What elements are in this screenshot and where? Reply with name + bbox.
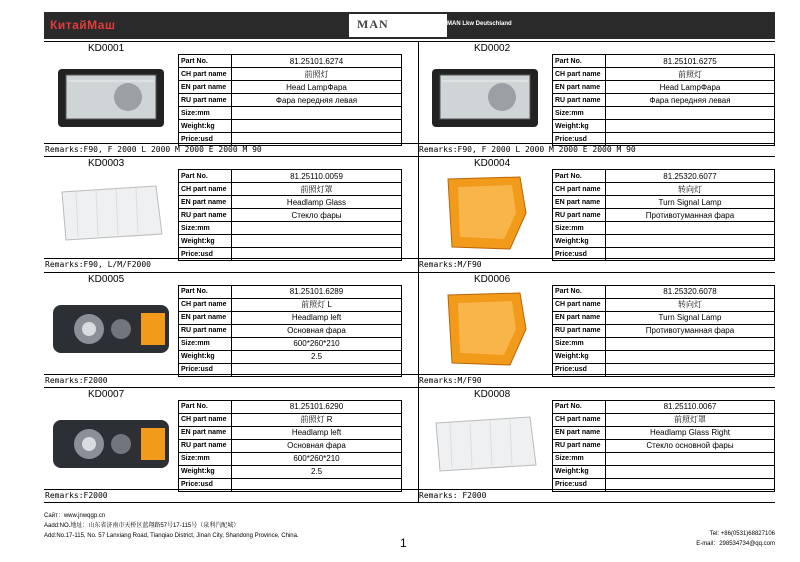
- spec-value-weight: [232, 120, 402, 133]
- spec-label: CH part name: [179, 413, 232, 426]
- part-remarks: Remarks:M/F90: [419, 260, 482, 270]
- spec-value-ru: Основная фара: [232, 324, 402, 337]
- spec-value-part-no: 81.25101.6275: [605, 55, 774, 68]
- spec-label: Size:mm: [179, 107, 232, 120]
- spec-value-en: Headlamp left: [232, 311, 402, 324]
- spec-label: EN part name: [553, 81, 606, 94]
- spec-label: Part No.: [553, 55, 606, 68]
- spec-value-en: Headlamp Glass: [232, 196, 402, 209]
- spec-label: EN part name: [553, 196, 606, 209]
- spec-label: Size:mm: [553, 337, 606, 350]
- header-subtitle: MAN Lkw Deutschland: [447, 21, 512, 27]
- spec-label: EN part name: [179, 311, 232, 324]
- spec-value-size: 600*260*210: [232, 452, 402, 465]
- spec-value-ch: 前照灯 R: [232, 413, 402, 426]
- part-remarks: Remarks:F2000: [45, 375, 108, 385]
- spec-label: Price:usd: [553, 248, 606, 261]
- spec-value-en: Headlamp Glass Right: [605, 426, 774, 439]
- part-remarks: Remarks: F2000: [419, 490, 487, 500]
- spec-table: [552, 169, 775, 261]
- spec-label: RU part name: [553, 439, 606, 452]
- part-code: KD0008: [474, 388, 511, 400]
- spec-value-ru: Основная фара: [232, 439, 402, 452]
- spec-table: [178, 285, 402, 377]
- part-card: [44, 156, 418, 272]
- spec-value-en: Turn Signal Lamp: [605, 196, 774, 209]
- part-remarks: Remarks:M/F90: [419, 375, 482, 385]
- footer-right: [668, 529, 775, 549]
- spec-label: Price:usd: [553, 133, 606, 146]
- man-logo-box: [349, 14, 447, 37]
- turn-signal-icon: [418, 169, 552, 257]
- spec-label: EN part name: [179, 426, 232, 439]
- part-code: KD0005: [88, 273, 125, 285]
- spec-label: Price:usd: [179, 363, 232, 376]
- spec-value-ru: Фара передняя левая: [605, 94, 774, 107]
- spec-value-ch: 前照灯 L: [232, 298, 402, 311]
- spec-value-ch: 前照灯罩: [605, 413, 774, 426]
- part-card: [418, 387, 775, 503]
- part-card: [418, 272, 775, 388]
- spec-table: [552, 400, 775, 492]
- footer-address-en: Add:No.17-115, No. 57 Lanxiang Road, Tianqiao District, Jinan City, Shandong Province, China.: [44, 533, 299, 539]
- spec-value-weight: 2.5: [232, 465, 402, 478]
- remarks-divider: [44, 258, 418, 259]
- spec-label: Size:mm: [179, 452, 232, 465]
- spec-label: EN part name: [179, 81, 232, 94]
- part-remarks: Remarks:F90, F 2000 L 2000 M 2000 E 2000 M 90: [45, 145, 262, 154]
- spec-value-size: 600*260*210: [232, 337, 402, 350]
- spec-label: RU part name: [179, 439, 232, 452]
- spec-label: Price:usd: [553, 363, 606, 376]
- footer-email: E-mail：298534734@qq.com: [696, 541, 775, 547]
- spec-value-weight: 2.5: [232, 350, 402, 363]
- spec-value-ru: Стекло фары: [232, 209, 402, 222]
- spec-label: RU part name: [553, 94, 606, 107]
- spec-value-size: [605, 107, 774, 120]
- spec-value-ru: Стекло основной фары: [605, 439, 774, 452]
- spec-table: [552, 54, 775, 146]
- spec-label: RU part name: [553, 209, 606, 222]
- spec-label: EN part name: [179, 196, 232, 209]
- spec-label: Part No.: [179, 285, 232, 298]
- spec-value-weight: [232, 235, 402, 248]
- spec-label: Price:usd: [179, 478, 232, 491]
- spec-value-size: [232, 107, 402, 120]
- spec-value-ch: 前照灯罩: [232, 183, 402, 196]
- page-number: 1: [400, 536, 407, 550]
- spec-value-ru: Фара передняя левая: [232, 94, 402, 107]
- part-code: KD0002: [474, 43, 511, 54]
- brand-logo: КитайМаш: [50, 18, 116, 32]
- headlamp-icon: [418, 54, 552, 142]
- footer-address-cn: Aadd:NO.地址：山东省济南市天桥区蓝翔路57号17-115号（泉利汽配城）: [44, 523, 240, 529]
- part-card: [44, 272, 418, 388]
- spec-label: CH part name: [179, 298, 232, 311]
- spec-value-ch: 转向灯: [605, 298, 774, 311]
- remarks-divider: [44, 489, 418, 490]
- spec-value-weight: [605, 465, 774, 478]
- spec-value-en: Head LampФара: [605, 81, 774, 94]
- spec-label: Weight:kg: [179, 120, 232, 133]
- spec-label: RU part name: [179, 324, 232, 337]
- spec-label: CH part name: [553, 298, 606, 311]
- spec-label: Part No.: [553, 170, 606, 183]
- man-logo: MAN: [357, 17, 389, 31]
- spec-label: Size:mm: [553, 222, 606, 235]
- turn-signal-icon: [418, 285, 552, 373]
- spec-value-weight: [605, 350, 774, 363]
- spec-label: Weight:kg: [179, 235, 232, 248]
- spec-value-ch: 前照灯: [605, 68, 774, 81]
- spec-value-part-no: 81.25320.6077: [605, 170, 774, 183]
- spec-label: RU part name: [179, 209, 232, 222]
- grid-bottom-border: [44, 502, 775, 503]
- remarks-divider: [418, 489, 775, 490]
- spec-value-part-no: 81.25110.0059: [232, 170, 402, 183]
- spec-value-part-no: 81.25101.6274: [232, 55, 402, 68]
- part-card: [418, 41, 775, 157]
- footer-left: [44, 511, 299, 541]
- footer-site: Сайт：www.jnwqgp.cn: [44, 513, 106, 519]
- spec-label: RU part name: [553, 324, 606, 337]
- column-divider: [418, 41, 419, 502]
- spec-label: Weight:kg: [179, 465, 232, 478]
- spec-label: Weight:kg: [179, 350, 232, 363]
- spec-label: CH part name: [553, 413, 606, 426]
- spec-value-part-no: 81.25110.0067: [605, 400, 774, 413]
- spec-value-part-no: 81.25101.6289: [232, 285, 402, 298]
- lamp-glass-icon: [418, 400, 552, 488]
- spec-value-weight: [605, 235, 774, 248]
- spec-table: [178, 169, 402, 261]
- footer-tel: Tel: +86(0531)68827106: [709, 531, 775, 537]
- spec-label: EN part name: [553, 426, 606, 439]
- spec-label: Price:usd: [179, 133, 232, 146]
- spec-value-en: Turn Signal Lamp: [605, 311, 774, 324]
- headlamp-icon: [44, 54, 178, 142]
- spec-label: Weight:kg: [553, 120, 606, 133]
- part-code: KD0003: [88, 158, 125, 170]
- lamp-glass-icon: [44, 169, 178, 257]
- spec-value-weight: [605, 120, 774, 133]
- headlamp-assembly-icon: [44, 285, 178, 373]
- spec-label: Size:mm: [179, 337, 232, 350]
- page-header: [44, 12, 775, 39]
- headlamp-assembly-icon: [44, 400, 178, 488]
- part-card: [44, 387, 418, 503]
- spec-label: Part No.: [179, 170, 232, 183]
- spec-label: Price:usd: [179, 248, 232, 261]
- spec-value-size: [605, 337, 774, 350]
- spec-label: CH part name: [179, 68, 232, 81]
- spec-value-size: [605, 222, 774, 235]
- spec-label: Part No.: [553, 400, 606, 413]
- spec-label: Price:usd: [553, 478, 606, 491]
- part-card: [44, 41, 418, 157]
- spec-label: CH part name: [553, 183, 606, 196]
- spec-label: RU part name: [179, 94, 232, 107]
- spec-label: Size:mm: [553, 107, 606, 120]
- spec-label: Weight:kg: [553, 350, 606, 363]
- part-code: KD0004: [474, 158, 511, 170]
- part-code: KD0006: [474, 273, 511, 285]
- spec-value-part-no: 81.25320.6078: [605, 285, 774, 298]
- spec-value-part-no: 81.25101.6290: [232, 400, 402, 413]
- spec-label: CH part name: [179, 183, 232, 196]
- remarks-divider: [418, 374, 775, 375]
- part-remarks: Remarks:F90, L/M/F2000: [45, 260, 151, 270]
- spec-label: Part No.: [179, 55, 232, 68]
- spec-value-size: [232, 222, 402, 235]
- spec-value-en: Headlamp left: [232, 426, 402, 439]
- spec-value-ru: Противотуманная фара: [605, 209, 774, 222]
- spec-value-ch: 转向灯: [605, 183, 774, 196]
- part-code: KD0001: [88, 43, 125, 54]
- parts-grid: [44, 41, 775, 502]
- spec-value-size: [605, 452, 774, 465]
- spec-table: [178, 54, 402, 146]
- spec-label: Weight:kg: [553, 465, 606, 478]
- remarks-divider: [418, 143, 775, 144]
- spec-label: Size:mm: [179, 222, 232, 235]
- spec-label: Weight:kg: [553, 235, 606, 248]
- remarks-divider: [44, 374, 418, 375]
- part-remarks: Remarks:F90, F 2000 L 2000 M 2000 E 2000 M 90: [419, 145, 636, 154]
- spec-label: EN part name: [553, 311, 606, 324]
- part-card: [418, 156, 775, 272]
- spec-table: [178, 400, 402, 492]
- part-code: KD0007: [88, 388, 125, 400]
- spec-table: [552, 285, 775, 377]
- spec-label: Size:mm: [553, 452, 606, 465]
- remarks-divider: [44, 143, 418, 144]
- spec-label: Part No.: [179, 400, 232, 413]
- spec-value-ru: Противотуманная фара: [605, 324, 774, 337]
- spec-label: CH part name: [553, 68, 606, 81]
- spec-label: Part No.: [553, 285, 606, 298]
- spec-value-ch: 前照灯: [232, 68, 402, 81]
- spec-value-en: Head LampФара: [232, 81, 402, 94]
- remarks-divider: [418, 258, 775, 259]
- part-remarks: Remarks:F2000: [45, 490, 108, 500]
